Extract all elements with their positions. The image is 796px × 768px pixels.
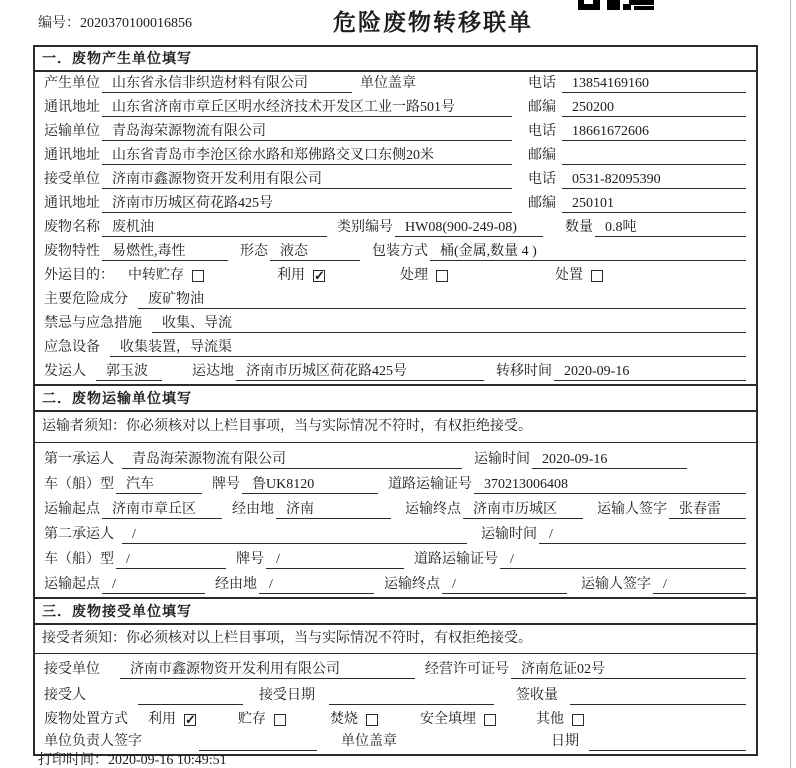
producer-unit-value: 山东省永信非织造材料有限公司 (102, 75, 352, 93)
disposal-option-use (148, 711, 196, 729)
page-title: 危险废物转移联单 (333, 9, 533, 35)
route1-end-value: 济南市历城区 (463, 501, 583, 519)
transporter-phone-value: 18661672606 (562, 123, 746, 141)
disposal-option-incineration (330, 711, 378, 729)
vehicle2-type-label: 车（船）型 (44, 552, 114, 567)
disposal-use-label: 利用 (148, 712, 176, 727)
producer-phone-value: 13854169160 (562, 75, 746, 93)
acceptor-value (138, 687, 243, 705)
transporter-unit-value: 青岛海荣源物流有限公司 (102, 123, 512, 141)
plate2-label: 牌号 (236, 552, 264, 567)
route2-end-label: 运输终点 (384, 577, 440, 592)
purpose-transfer-storage-checkbox-icon (192, 270, 204, 282)
receiver-address-value: 济南市历城区荷花路425号 (102, 195, 512, 213)
signed-qty-label: 签收量 (516, 688, 558, 703)
producer-zip-value: 250200 (562, 99, 746, 117)
transport-time2-label: 运输时间 (481, 527, 537, 542)
print-time-value: 2020-09-16 10:49:51 (108, 753, 227, 768)
unit-seal2-label: 单位盖章 (341, 734, 397, 749)
disposal-method-label: 废物处置方式 (44, 712, 128, 727)
emergency-measures-row (35, 312, 756, 336)
emergency-measures-value: 收集、导流 (152, 315, 746, 333)
purpose-dispose-checkbox-icon (591, 270, 603, 282)
disposal-storage-label: 贮存 (238, 712, 266, 727)
accepting-unit-value: 济南市鑫源物资开发利用有限公司 (120, 661, 415, 679)
dispatcher-row (35, 360, 756, 384)
transfer-purpose-label: 外运目的： (44, 268, 114, 283)
serial-number (38, 12, 192, 32)
waste-qty-value: 0.8吨 (595, 219, 746, 237)
waste-name-value: 废机油 (102, 219, 327, 237)
transporter-unit-label: 运输单位 (44, 124, 100, 139)
transporter-unit-row (35, 120, 756, 144)
packing-label: 包装方式 (372, 244, 428, 259)
destination-value: 济南市历城区荷花路425号 (236, 363, 484, 381)
acceptor-row (35, 682, 756, 708)
transfer-purpose-row (35, 264, 756, 288)
producer-phone-label: 电话 (528, 76, 556, 91)
plate1-label: 牌号 (212, 477, 240, 492)
emergency-equipment-label: 应急设备 (44, 340, 100, 355)
route1-row (35, 497, 756, 522)
disposal-method-row (35, 708, 756, 732)
qr-module (607, 0, 620, 10)
disposal-incineration-label: 焚烧 (330, 712, 358, 727)
purpose-use-checkbox-icon (313, 270, 325, 282)
qr-module (634, 6, 654, 10)
receiver-zip-value: 250101 (562, 195, 746, 213)
route2-end-value: / (442, 576, 567, 594)
packing-value: 桶(金属,数量 4 ) (430, 243, 746, 261)
transport-time-value: 2020-09-16 (532, 451, 687, 469)
transfer-time-label: 转移时间 (496, 364, 552, 379)
signed-qty-value (570, 687, 746, 705)
purpose-dispose-label: 处置 (555, 268, 583, 283)
receiver-address-row (35, 192, 756, 216)
first-carrier-row (35, 443, 756, 472)
waste-code-value: HW08(900-249-08) (395, 219, 543, 237)
first-carrier-label: 第一承运人 (44, 452, 114, 467)
second-carrier-value: / (122, 526, 467, 544)
transfer-time-value: 2020-09-16 (554, 363, 746, 381)
disposal-landfill-label: 安全填埋 (420, 712, 476, 727)
accept-date-value (329, 687, 494, 705)
producer-unit-label: 产生单位 (44, 76, 100, 91)
purpose-option-transfer-storage (128, 267, 204, 285)
plate1-value: 鲁UK8120 (242, 476, 378, 494)
disposal-option-other (536, 711, 584, 729)
route1-sign-label: 运输人签字 (597, 502, 667, 517)
route2-sign-value: / (653, 576, 746, 594)
acceptor-label: 接受人 (44, 688, 86, 703)
second-carrier-label: 第二承运人 (44, 527, 114, 542)
route2-origin-value: / (102, 576, 205, 594)
license-value: 济南危证02号 (511, 661, 746, 679)
manifest-form (33, 45, 758, 756)
date-label: 日期 (551, 734, 579, 749)
permit2-label: 道路运输证号 (414, 552, 498, 567)
accept-date-label: 接受日期 (259, 688, 315, 703)
waste-form-value: 液态 (270, 243, 360, 261)
producer-address-value: 山东省济南市章丘区明水经济技术开发区工业一路501号 (102, 99, 512, 117)
dispatcher-label: 发运人 (44, 364, 86, 379)
print-time-label: 打印时间： (38, 753, 108, 768)
permit1-label: 道路运输证号 (388, 477, 472, 492)
page-edge-line (790, 0, 791, 768)
unit-seal-label: 单位盖章 (360, 76, 416, 91)
route1-via-label: 经由地 (232, 502, 274, 517)
vehicle2-type-value: / (116, 551, 226, 569)
transporter-address-row (35, 144, 756, 168)
serial-number-label: 编号： (38, 16, 80, 31)
route1-origin-value: 济南市章丘区 (102, 501, 222, 519)
emergency-equipment-row (35, 336, 756, 360)
emergency-equipment-value: 收集装置，导流渠 (110, 339, 746, 357)
serial-number-value: 2020370100016856 (80, 16, 192, 31)
hazard-components-value: 废矿物油 (138, 291, 746, 309)
receiver-phone-label: 电话 (528, 172, 556, 187)
waste-name-row (35, 216, 756, 240)
hazard-components-row (35, 288, 756, 312)
transport-time2-value: / (539, 526, 746, 544)
purpose-transfer-storage-label: 中转贮存 (128, 268, 184, 283)
waste-qty-label: 数量 (565, 220, 593, 235)
license-label: 经营许可证号 (425, 662, 509, 677)
receiver-zip-label: 邮编 (528, 196, 556, 211)
print-time (38, 749, 227, 768)
route2-via-label: 经由地 (215, 577, 257, 592)
disposal-storage-checkbox-icon (274, 714, 286, 726)
route2-via-value: / (259, 576, 374, 594)
section1-header: 一．废物产生单位填写 (35, 47, 756, 72)
route2-sign-label: 运输人签字 (581, 577, 651, 592)
transporter-address-label: 通讯地址 (44, 148, 100, 163)
vehicle1-row (35, 472, 756, 497)
receiver-address-label: 通讯地址 (44, 196, 100, 211)
responsible-sign-label: 单位负责人签字 (44, 734, 142, 749)
receiver-phone-value: 0531-82095390 (562, 171, 746, 189)
date-value (589, 733, 746, 751)
vehicle1-type-label: 车（船）型 (44, 477, 114, 492)
receiver-unit-value: 济南市鑫源物资开发利用有限公司 (102, 171, 512, 189)
purpose-use-label: 利用 (277, 268, 305, 283)
route1-via-value: 济南 (276, 501, 391, 519)
plate2-value: / (266, 551, 404, 569)
transport-time-label: 运输时间 (474, 452, 530, 467)
route1-origin-label: 运输起点 (44, 502, 100, 517)
permit2-value: / (500, 551, 746, 569)
qr-module (578, 0, 600, 10)
route2-row (35, 572, 756, 597)
disposal-landfill-checkbox-icon (484, 714, 496, 726)
section2-notice: 运输者须知：你必须核对以上栏目事项，当与实际情况不符时，有权拒绝接受。 (35, 412, 756, 443)
permit1-value: 370213006408 (474, 476, 746, 494)
section3-notice: 接受者须知：你必须核对以上栏目事项，当与实际情况不符时，有权拒绝接受。 (35, 625, 756, 654)
producer-address-label: 通讯地址 (44, 100, 100, 115)
waste-form-label: 形态 (240, 244, 268, 259)
vehicle1-type-value: 汽车 (116, 476, 202, 494)
receiver-unit-label: 接受单位 (44, 172, 100, 187)
purpose-option-dispose (555, 267, 603, 285)
producer-address-row (35, 96, 756, 120)
transporter-zip-label: 邮编 (528, 148, 556, 163)
route1-sign-value: 张春雷 (669, 501, 746, 519)
transporter-zip-value (562, 147, 746, 165)
purpose-treat-label: 处理 (400, 268, 428, 283)
disposal-other-checkbox-icon (572, 714, 584, 726)
disposal-option-storage (238, 711, 286, 729)
first-carrier-value: 青岛海荣源物流有限公司 (122, 451, 462, 469)
destination-label: 运达地 (192, 364, 234, 379)
waste-properties-value: 易燃性,毒性 (102, 243, 228, 261)
section2-header: 二．废物运输单位填写 (35, 384, 756, 412)
accepting-unit-row (35, 654, 756, 682)
waste-properties-row (35, 240, 756, 264)
accepting-unit-label: 接受单位 (44, 662, 100, 677)
waste-name-label: 废物名称 (44, 220, 100, 235)
transporter-phone-label: 电话 (528, 124, 556, 139)
disposal-incineration-checkbox-icon (366, 714, 378, 726)
purpose-treat-checkbox-icon (436, 270, 448, 282)
hazard-components-label: 主要危险成分 (44, 292, 128, 307)
qr-module (629, 0, 654, 5)
emergency-measures-label: 禁忌与应急措施 (44, 316, 142, 331)
dispatcher-value: 郭玉波 (96, 363, 162, 381)
producer-zip-label: 邮编 (528, 100, 556, 115)
vehicle2-row (35, 547, 756, 572)
purpose-option-treat (400, 267, 448, 285)
qr-code-icon (578, 0, 654, 11)
producer-unit-row (35, 72, 756, 96)
route2-origin-label: 运输起点 (44, 577, 100, 592)
purpose-option-use (277, 267, 325, 285)
disposal-option-landfill (420, 711, 496, 729)
route1-end-label: 运输终点 (405, 502, 461, 517)
disposal-other-label: 其他 (536, 712, 564, 727)
second-carrier-row (35, 522, 756, 547)
transporter-address-value: 山东省青岛市李沧区徐水路和郑佛路交叉口东侧20米 (102, 147, 512, 165)
waste-properties-label: 废物特性 (44, 244, 100, 259)
receiver-unit-row (35, 168, 756, 192)
waste-code-label: 类别编号 (337, 220, 393, 235)
disposal-use-checkbox-icon (184, 714, 196, 726)
section3-header: 三．废物接受单位填写 (35, 597, 756, 625)
